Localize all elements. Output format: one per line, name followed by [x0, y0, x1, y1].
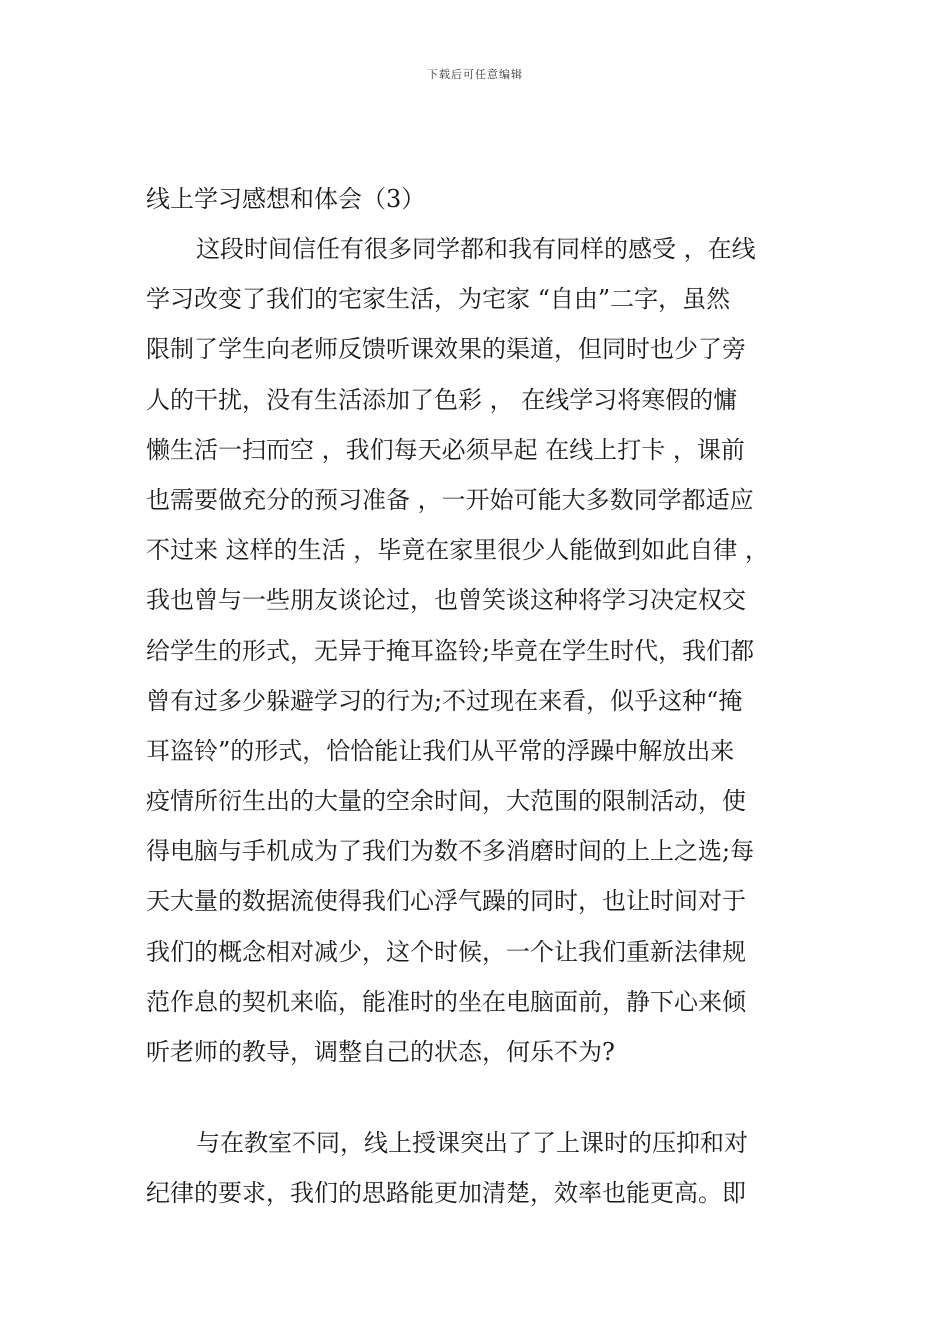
- paragraph-line: 天大量的数据流使得我们心浮气躁的同时，也让时间对于: [146, 887, 746, 916]
- paragraph-line: 给学生的形式，无异于掩耳盗铃;毕竟在学生时代，我们都: [146, 636, 755, 665]
- paragraph-line: 范作息的契机来临，能准时的坐在电脑面前，静下心来倾: [146, 987, 746, 1016]
- paragraph-line: 也需要做充分的预习准备 ，一开始可能大多数同学都适应: [146, 485, 754, 514]
- paragraph-line: 我也曾与一些朋友谈论过，也曾笑谈这种将学习决定权交: [146, 586, 746, 615]
- paragraph-line: 与在教室不同，线上授课突出了了上课时的压抑和对: [196, 1129, 748, 1157]
- paragraph-line: 疫情所衍生出的大量的空余时间，大范围的限制活动，使: [146, 787, 746, 816]
- paragraph-1: [146, 234, 816, 1087]
- paragraph-line: 人的干扰，没有生活添加了色彩 ， 在线学习将寒假的慵: [146, 385, 738, 414]
- paragraph-line: 我们的概念相对减少，这个时候，一个让我们重新法律规: [146, 937, 746, 966]
- paragraph-line: 曾有过多少躲避学习的行为;不过现在来看，似乎这种“掩: [146, 686, 743, 715]
- paragraph-line: 限制了学生向老师反馈听课效果的渠道，但同时也少了旁: [146, 335, 746, 364]
- document-title: 线上学习感想和体会（3）: [146, 185, 426, 213]
- paragraph-line: 听老师的教导，调整自己的状态，何乐不为?: [146, 1038, 615, 1066]
- paragraph-2: [146, 1128, 816, 1228]
- paragraph-line: 这段时间信任有很多同学都和我有同样的感受 ，在线: [196, 235, 756, 263]
- paragraph-line: 得电脑与手机成为了我们为数不多消磨时间的上上之选;每: [146, 837, 755, 866]
- paragraph-line: 懒生活一扫而空 ，我们每天必须早起 在线上打卡 ，课前: [146, 435, 745, 464]
- paragraph-line: 不过来 这样的生活 ，毕竟在家里很少人能做到如此自律 ，: [146, 536, 769, 565]
- paragraph-line: 学习改变了我们的宅家生活，为宅家 “自由”二字，虽然: [146, 285, 731, 314]
- paragraph-line: 纪律的要求，我们的思路能更加清楚，效率也能更高。即: [146, 1179, 746, 1208]
- page-header-note: 下载后可任意编辑: [427, 68, 523, 81]
- paragraph-line: 耳盗铃”的形式，恰恰能让我们从平常的浮躁中解放出来: [146, 736, 735, 765]
